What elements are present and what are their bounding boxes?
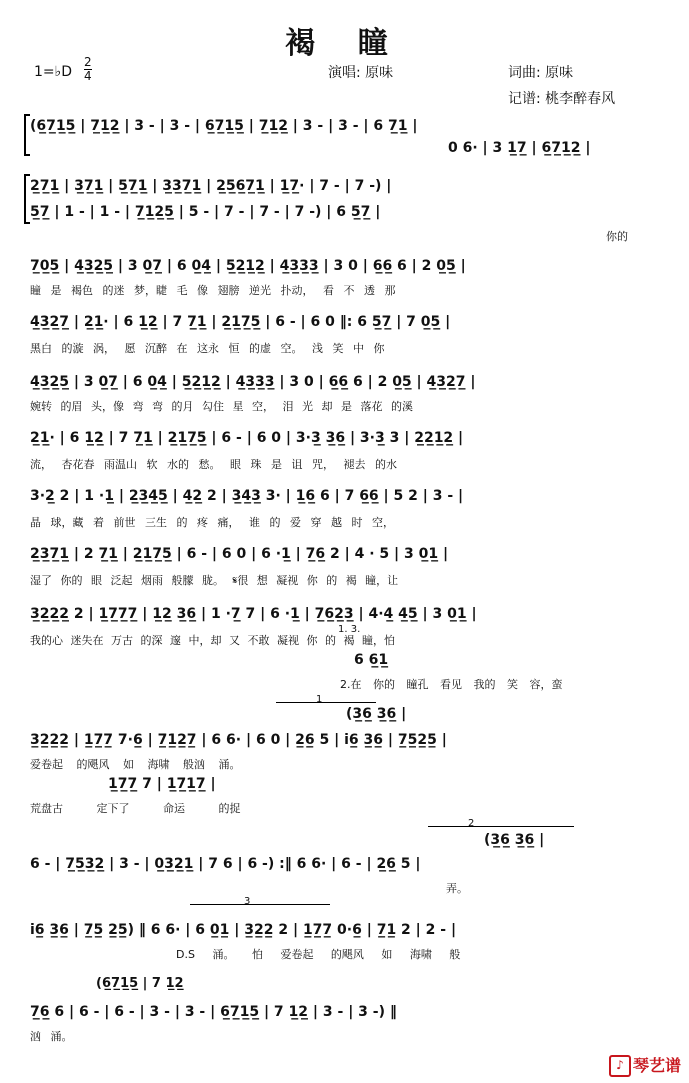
volta-bracket bbox=[428, 826, 574, 827]
score-row: (3̲6̲ 3̲6̲ | bbox=[484, 832, 545, 848]
time-sig-top: 2 bbox=[84, 55, 92, 69]
score-row: (3̲6̲ 3̲6̲ | bbox=[346, 706, 407, 722]
score-row: 3̲2̲2̲2̲ 2 | 1̲7̲7̲7̲ | 1̲2̲ 3̲6̲ | 1 ·7̲ 7 | 6 ·1̲ | 7̲6̲2̲3̲ | 4·4̲ 4̲5̲ | 3 0̲1̲ | bbox=[30, 606, 477, 622]
site-logo bbox=[609, 1053, 681, 1078]
volta-mark: 1. 3. bbox=[338, 624, 361, 635]
lyric-line: 婉转 的眉 头，像 弯 弯 的月 勾住 星 空， 泪 光 却 是 落花 的溪 bbox=[30, 400, 413, 413]
score-row: 3̲2̲2̲2̲ | 1̲7̲7̲ 7·6̲ | 7̲1̲2̲7̲ | 6 6· | 6 0 | 2̲6̲ 5 | i6̲ 3̲6̲ | 7̲5̲2̲5̲ | bbox=[30, 732, 447, 748]
score-row: 2̲1̲· | 6 1̲2̲ | 7 7̲1̲ | 2̲1̲7̲5̲ | 6 - | 6 0 | 3·3̲ 3̲6̲ | 3·3̲ 3 | 2̲2̲1̲2̲ | bbox=[30, 430, 464, 446]
lyric-line: 湿了 你的 眼 泛起 烟雨 般朦 胧。 𝄋很 想 凝视 你 的 褐 瞳，让 bbox=[30, 574, 399, 587]
score-row: 2̲3̲7̲1̲ | 2 7̲1̲ | 2̲1̲7̲5̲ | 6 - | 6 0 | 6 ·1̲ | 7̲6̲ 2 | 4 · 5 | 3 0̲1̲ | bbox=[30, 546, 449, 562]
lyric-line: 黑白 的漩 涡， 愿 沉醉 在 这永 恒 的虚 空。 浅 笑 中 你 bbox=[30, 342, 385, 355]
lyric-line: D.S 涌。 怕 爱卷起 的飓风 如 海啸 般 bbox=[176, 948, 461, 961]
lyric-line: 瞳 是 褐色 的迷 梦，睫 毛 像 翅膀 逆光 扑动， 看 不 透 那 bbox=[30, 284, 396, 297]
score-row: 3·2̲ 2 | 1 ·1̲ | 2̲3̲4̲5̲ | 4̲2̲ 2 | 3̲4̲3̲ 3· | 1̲6̲ 6 | 7 6̲6̲ | 5 2 | 3 - | bbox=[30, 488, 464, 504]
lyric-line: 弄。 bbox=[446, 882, 468, 895]
score-row: 7̲6̲ 6 | 6 - | 6 - | 3 - | 3 - | 6̲7̲1̲5̲ | 7 1̲2̲ | 3 - | 3 -) ‖ bbox=[30, 1004, 397, 1020]
score-row: 4̲3̲2̲5̲ | 3 0̲7̲ | 6 0̲4̲ | 5̲2̲1̲2̲ | 4̲3̲3̲3̲ | 3 0 | 6̲6̲ 6 | 2 0̲5̲ | 4̲3̲2̲7̲ | bbox=[30, 374, 476, 390]
logo-text: 琴艺谱 bbox=[632, 1055, 681, 1075]
volta-bracket bbox=[276, 702, 376, 703]
lyric-line: 我的心 迷失在 万古 的深 邃 中，却 又 不敢 凝视 你 的 褐 瞳，怕 bbox=[30, 634, 395, 647]
lyric-line: 汹 涌。 bbox=[30, 1030, 73, 1043]
volta-number: 2 bbox=[468, 818, 475, 829]
lyric-line: 2.在 你的 瞳孔 看见 我的 笑 容，蛮 bbox=[340, 678, 563, 691]
score-row: 4̲3̲2̲7̲ | 2̲1̲· | 6 1̲2̲ | 7 7̲1̲ | 2̲1̲7̲5̲ | 6 - | 6 0 ‖: 6 5̲7̲ | 7 0̲5̲ | bbox=[30, 314, 451, 330]
lyric-line: 流， 杏花春 雨温山 软 水的 愁。 眼 珠 是 诅 咒， 褪去 的水 bbox=[30, 458, 397, 471]
score-row: 2̲7̲1̲ | 3̲7̲1̲ | 5̲7̲1̲ | 3̲3̲7̲1̲ | 2̲5̲6̲7̲1̲ | 1̲7̲· | 7 - | 7 -) | bbox=[30, 178, 392, 194]
score-row: (6̲7̲1̲5̲ | 7̲1̲2̲ | 3 - | 3 - | 6̲7̲1̲5̲ | 7̲1̲2̲ | 3 - | 3 - | 6 7̲1̲ | bbox=[30, 118, 418, 134]
score-row: 0 6· | 3 1̲7̲ | 6̲7̲1̲2̲ | bbox=[448, 140, 591, 156]
score-row: 1̲7̲7̲ 7 | 1̲7̲1̲7̲ | bbox=[108, 776, 216, 792]
score-row: 7̲0̲5̲ | 4̲3̲2̲5̲ | 3 0̲7̲ | 6 0̲4̲ | 5̲2̲1̲2̲ | 4̲3̲3̲3̲ | 3 0 | 6̲6̲ 6 | 2 0̲5̲ | bbox=[30, 258, 466, 274]
lyricist: 词曲: 原味 bbox=[508, 65, 574, 81]
logo-icon: ♪ bbox=[609, 1055, 631, 1077]
score-row: (6̲7̲1̲5̲ | 7 1̲2̲ bbox=[96, 976, 184, 991]
time-signature bbox=[84, 56, 92, 83]
score-row: 6 - | 7̲5̲3̲2̲ | 3 - | 0̲3̲2̲1̲ | 7 6 | 6 -) :‖ 6 6· | 6 - | 2̲6̲ 5 | bbox=[30, 856, 421, 872]
time-sig-bottom: 4 bbox=[84, 69, 92, 83]
lyric-line: 你的 bbox=[606, 230, 628, 243]
score-row: i6̲ 3̲6̲ | 7̲5̲ 2̲5̲) ‖ 6 6· | 6 0̲1̲ | 3̲2̲2̲ 2 | 1̲7̲7̲ 0·6̲ | 7̲1̲ 2 | 2 - | bbox=[30, 922, 457, 938]
song-title: 褐 瞳 bbox=[285, 26, 404, 61]
volta-number: 1 bbox=[316, 694, 323, 705]
lyric-line: 晶 球，藏 着 前世 三生 的 疼 痛， 谁 的 爱 穿 越 时 空， bbox=[30, 516, 394, 529]
singer: 演唱: 原味 bbox=[328, 65, 394, 81]
key-signature: 1=♭D bbox=[34, 64, 73, 80]
score-row: 6 6̲1̲ bbox=[354, 652, 389, 668]
transcriber: 记谱: 桃李醉春风 bbox=[508, 91, 616, 107]
volta-bracket bbox=[190, 904, 330, 905]
lyric-line: 爱卷起 的飓风 如 海啸 般汹 涌。 bbox=[30, 758, 241, 771]
score-row: 5̲7̲ | 1 - | 1 - | 7̲1̲2̲5̲ | 5 - | 7 - | 7 - | 7 -) | 6 5̲7̲ | bbox=[30, 204, 381, 220]
lyric-line: 荒盘古 定下了 命运 的捉 bbox=[30, 802, 241, 815]
volta-number: 3 bbox=[244, 896, 251, 907]
